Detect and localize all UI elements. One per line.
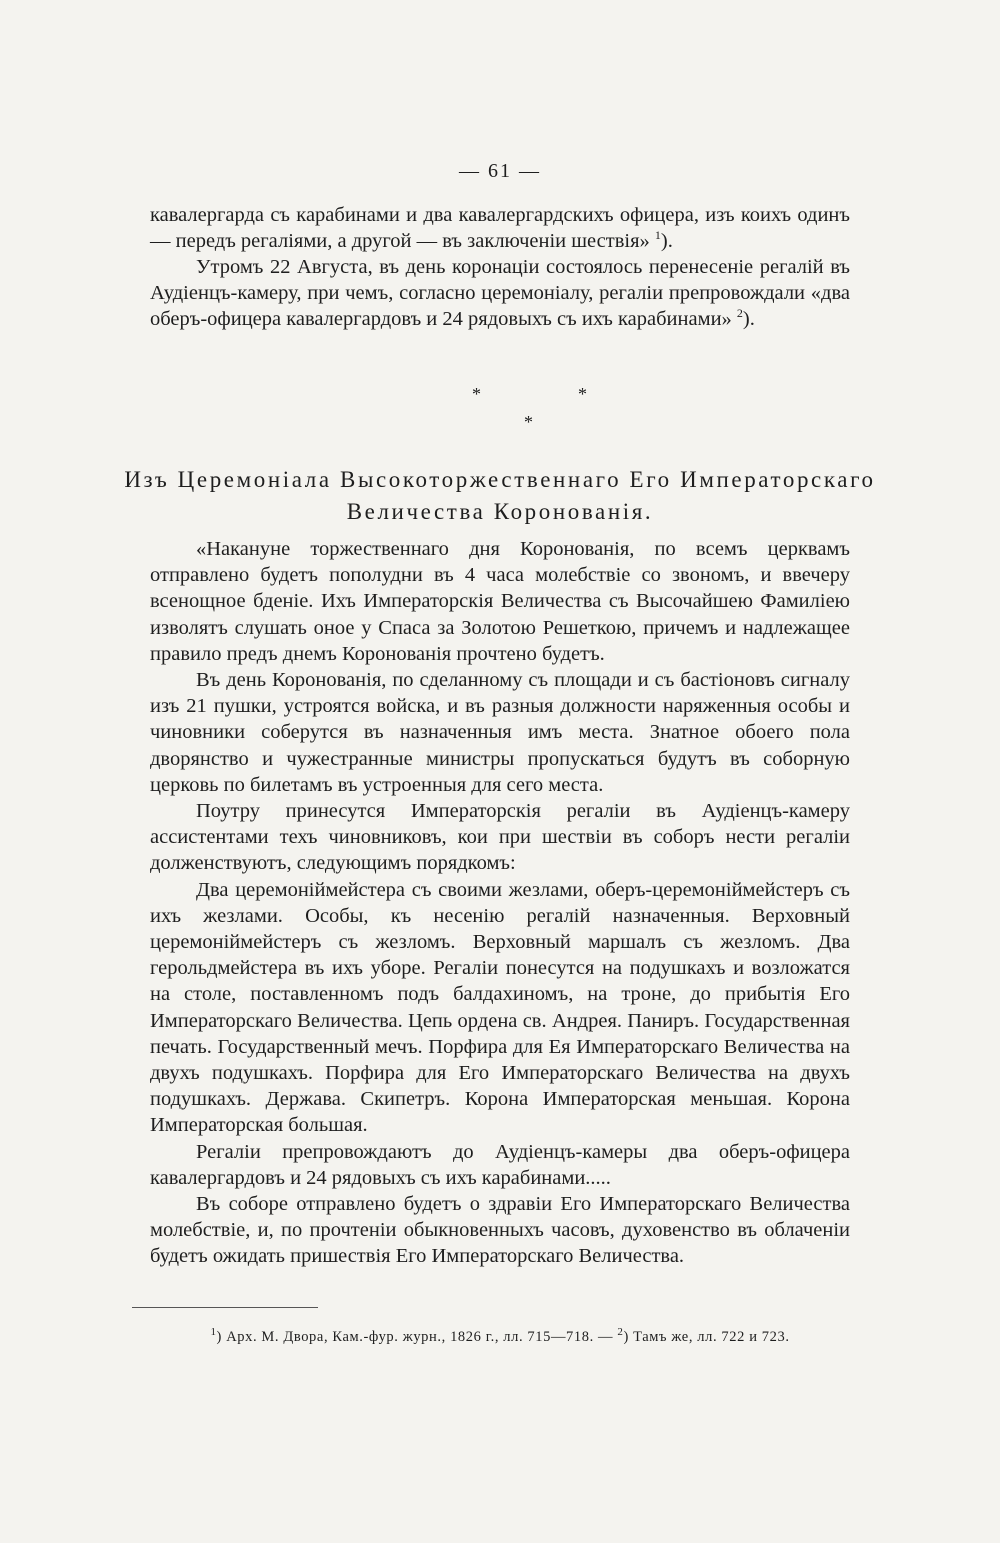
section-title-line-2: Величества Коронованія. [346, 499, 654, 524]
intro-paragraph-2-text: Утромъ 22 Августа, въ день коронаціи состоялось перенесеніе регалій въ Аудіенцъ-камеру, при чемъ, согласно церемоніалу, регаліи препровождали «два оберъ-офицера кавалергардовъ и 24 рядовыхъ съ ихъ карабинами» [150, 256, 850, 330]
ceremonial-text [150, 536, 850, 1270]
footnote-2-text: ) Тамъ же, лл. 722 и 723. [623, 1329, 790, 1345]
intro-paragraph-1-close: ). [660, 230, 673, 252]
ceremonial-paragraph: Въ соборе отправлено будетъ о здравіи Его Императорскаго Величества молебствіе, и, по прочтеніи обыкновенныхъ часовъ, духовенство въ облаченіи будетъ ожидать пришествія Его Императорскаго Величества. [150, 1193, 850, 1268]
section-title [120, 464, 880, 528]
intro-text [150, 202, 850, 332]
ceremonial-paragraph: Два церемоніймейстера съ своими жезлами, оберъ-церемоніймейстеръ съ ихъ жезлами. Особы, къ несенію регалій назначенныя. Верховный церемоніймейстеръ съ жезломъ. Верховный маршалъ съ жезломъ. Два герольдмейстера въ ихъ уборе. Регаліи понесутся на подушкахъ и возложатся на столе, поставленномъ подъ балдахиномъ, на троне, до прибытія Его Императорскаго Величества. Цепь ордена св. Андрея. Паниръ. Государственная печать. Государственный мечъ. Порфира для Ея Императорскаго Величества на двухъ подушкахъ. Порфира для Его Императорскаго Величества на двухъ подушкахъ. Держава. Скипетръ. Корона Императорская меньшая. Корона Императорская большая. [150, 878, 850, 1137]
section-title-line-1: Изъ Церемоніала Высокоторжественнаго Его Императорскаго [124, 467, 876, 492]
ceremonial-paragraph: Поутру принесутся Императорскія регаліи въ Аудіенцъ-камеру ассистентами техъ чиновниковъ, кои при шествіи въ соборъ нести регаліи долженствуютъ, следующимъ порядкомъ: [150, 800, 850, 875]
asterism-star: * [472, 384, 481, 404]
footnote-ref-1: 1 [654, 228, 661, 243]
ceremonial-paragraph: Въ день Коронованія, по сделанному съ площади и съ бастіоновъ сигналу изъ 21 пушки, устроятся войска, и въ разныя должности наряженныя особы и чиновники соберутся въ назначенныя имъ места. Знатное обоего пола дворянство и чужестранные министры пропускаться будутъ въ соборную церковь по билетамъ въ устроенныя для сего места. [150, 669, 850, 796]
intro-paragraph-2 [150, 254, 850, 332]
footnote-divider [132, 1307, 318, 1308]
asterism-star: * [578, 384, 587, 404]
ceremonial-paragraph: «Накануне торжественнаго дня Коронованія, по всемъ церквамъ отправлено будетъ пополудни въ 4 часа молебствіе со звономъ, и ввечеру всенощное бденіе. Ихъ Императорскія Величества съ Высочайшею Фамиліею изволятъ слушать оное у Спаса за Золотою Решеткою, причемъ и надлежащее правило предъ днемъ Коронованія прочтено будетъ. [150, 538, 850, 665]
asterism [440, 384, 620, 444]
footnote-1-text: ) Арх. М. Двора, Кам.-фур. журн., 1826 г., лл. 715—718. — [216, 1329, 618, 1345]
asterism-star: * [524, 412, 533, 432]
intro-paragraph-2-close: ). [742, 308, 755, 330]
intro-paragraph-1-text: кавалергарда съ карабинами и два кавалергардскихъ офицера, изъ коихъ одинъ — передъ регаліями, а другой — въ заключеніи шествія» [150, 204, 850, 252]
intro-paragraph-1 [150, 202, 850, 254]
footnotes [0, 1326, 1000, 1346]
ceremonial-paragraph: Регаліи препровождаютъ до Аудіенцъ-камеры два оберъ-офицера кавалергардовъ и 24 рядовыхъ съ ихъ карабинами..... [150, 1140, 850, 1189]
footnote-ref-2: 2 [736, 306, 743, 321]
footnote-mark-1: 1 [210, 1326, 217, 1339]
footnote-mark-2: 2 [617, 1326, 624, 1339]
page-number: — 61 — [459, 160, 541, 182]
